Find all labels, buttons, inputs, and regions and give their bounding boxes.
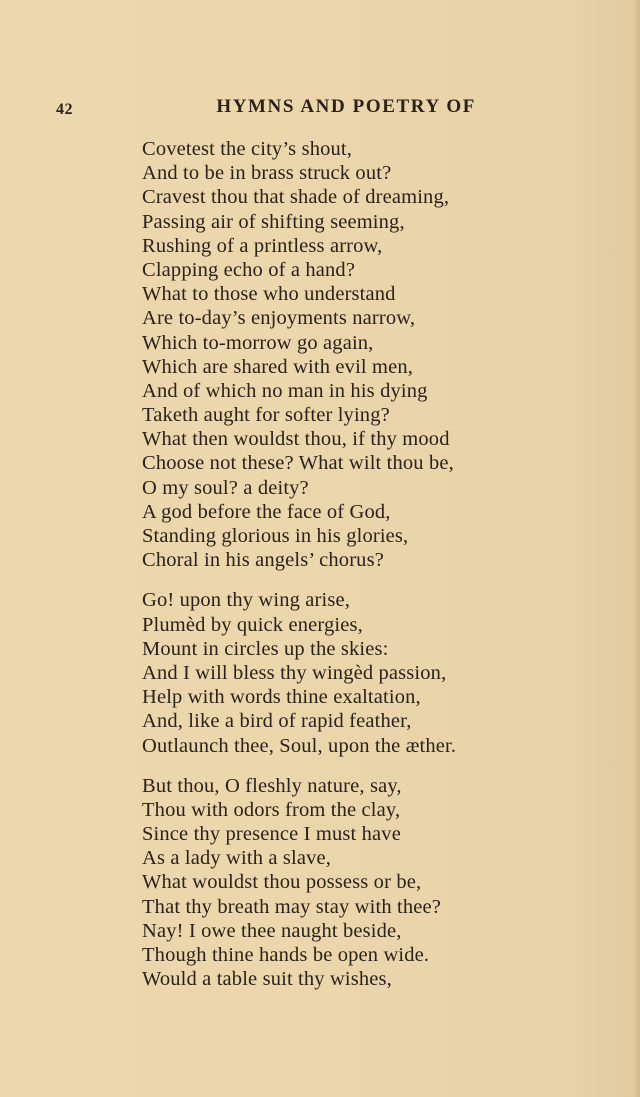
verse-line: Go! upon thy wing arise, xyxy=(142,589,350,612)
verse-line: Though thine hands be open wide. xyxy=(142,944,430,966)
verse-line: Passing air of shifting seeming, xyxy=(142,210,405,233)
page-number: 42 xyxy=(56,101,73,118)
verse-line: O my soul? a deity? xyxy=(142,476,309,499)
verse-line: Rushing of a printless arrow, xyxy=(142,234,383,257)
verse-line: Thou with odors from the clay, xyxy=(142,798,401,821)
poem-body xyxy=(142,137,522,991)
verse-line: And to be in brass struck out? xyxy=(142,162,392,185)
verse-line: What then wouldst thou, if thy mood xyxy=(142,428,450,451)
stanza-3 xyxy=(142,774,522,992)
verse-line: Choral in his angels’ chorus? xyxy=(142,549,384,572)
verse-line: Are to-day’s enjoyments narrow, xyxy=(142,307,416,330)
verse-line: Since thy presence I must have xyxy=(142,823,401,846)
verse-line: And, like a bird of rapid feather, xyxy=(142,710,412,733)
verse-line: Cravest thou that shade of dreaming, xyxy=(142,186,450,209)
verse-line: Plumèd by quick energies, xyxy=(142,613,363,636)
verse-line: Clapping echo of a hand? xyxy=(142,258,356,281)
verse-line: Nay! I owe thee naught beside, xyxy=(142,919,402,942)
verse-line: Standing glorious in his glories, xyxy=(142,525,409,547)
verse-line: What to those who understand xyxy=(142,283,396,306)
verse-line: Taketh aught for softer lying? xyxy=(142,404,390,427)
verse-line: Help with words thine exaltation, xyxy=(142,686,421,709)
stanza-2 xyxy=(142,588,522,757)
running-header xyxy=(56,96,476,122)
verse-line: And of which no man in his dying xyxy=(142,379,428,402)
verse-line: A god before the face of God, xyxy=(142,500,391,523)
stanza-1 xyxy=(142,137,522,572)
verse-line: Which are shared with evil men, xyxy=(142,355,414,378)
verse-line: Which to-morrow go again, xyxy=(142,331,374,354)
verse-line: As a lady with a slave, xyxy=(142,847,332,870)
verse-line: Mount in circles up the skies: xyxy=(142,637,389,660)
verse-line: Choose not these? What wilt thou be, xyxy=(142,452,454,475)
verse-line: Covetest the city’s shout, xyxy=(142,138,353,160)
page-edge-shadow xyxy=(634,0,640,1097)
verse-line: Outlaunch thee, Soul, upon the æther. xyxy=(142,734,457,757)
verse-line: But thou, O fleshly nature, say, xyxy=(142,774,402,797)
verse-line: And I will bless thy wingèd passion, xyxy=(142,661,447,684)
verse-line: What wouldst thou possess or be, xyxy=(142,871,422,894)
verse-line: Would a table suit thy wishes, xyxy=(142,968,392,991)
verse-line: That thy breath may stay with thee? xyxy=(142,895,441,918)
running-title: HYMNS AND POETRY OF xyxy=(216,96,476,117)
